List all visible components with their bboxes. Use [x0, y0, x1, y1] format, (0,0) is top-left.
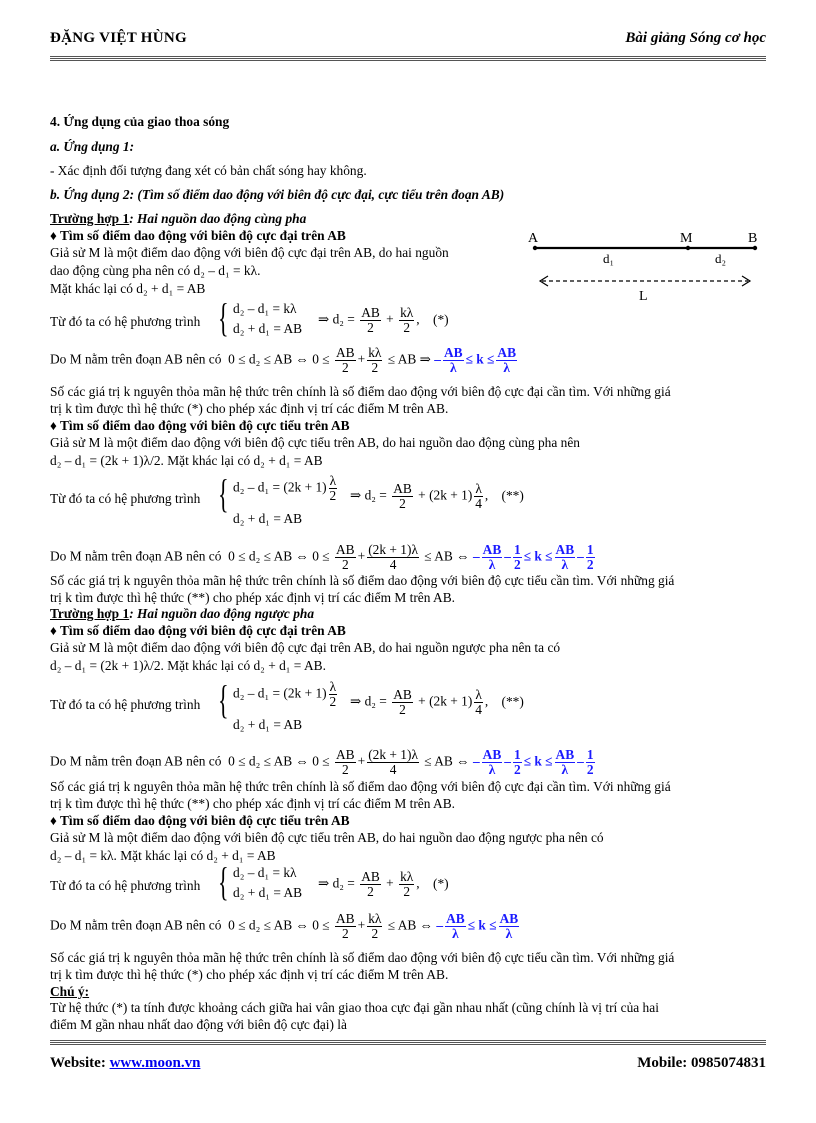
sys2-eq2: d₂ + d₁ = AB [233, 511, 303, 526]
ineq2: Do M nằm trên đoạn AB nên có 0 ≤ d₂ ≤ AB ⇔ 0 ≤ $\frac{AB}{2}$ + $\frac{(2k + 1)\lambda}{4}$ ≤ AB ⇔ – $\frac{AB}{\lambda}$ – $\frac{1}{2}$ ≤ k ≤ $\frac{AB}{\lambda}$ – $\frac{1}{2}$ [50, 542, 594, 572]
header-course: Bài giảng Sóng cơ học [625, 30, 766, 46]
l-label: L [639, 289, 648, 304]
c2-min-line1: Giả sử M là một điểm dao động với biên độ cực tiểu trên AB, do hai nguồn dao động ngược pha nên có [50, 830, 604, 845]
case2-heading: Trường hợp 1: Hai nguồn dao động ngược pha [50, 606, 315, 621]
d2-label: d₂ [715, 251, 727, 266]
point-m-label: M [680, 231, 693, 246]
c1-min-count: Số các giá trị k nguyên thỏa mãn hệ thức trên chính là số điểm dao động với biên độ cực tiểu cần tìm. Với những giá [50, 573, 675, 588]
page-footer [50, 1055, 766, 1077]
d1-label: d₁ [603, 251, 615, 266]
sys1-result: ⇒ d₂ = $\frac{AB}{2}$ + $\frac{k\lambda}{2}$ , (*) [318, 305, 449, 335]
c2-max-heading: ♦ Tìm số điểm dao động với biên độ cực đại trên AB [50, 623, 346, 638]
header-author: ĐẶNG VIỆT HÙNG [50, 30, 188, 46]
c2-min-heading: ♦ Tìm số điểm dao động với biên độ cực tiểu trên AB [50, 813, 350, 828]
c2-max-kfound: trị k tìm được thì hệ thức (**) cho phép xác định vị trí các điểm M trên AB. [50, 796, 455, 811]
sys4-eq1: d₂ – d₁ = kλ [233, 865, 297, 880]
sys4-eq2: d₂ + d₁ = AB [233, 885, 303, 900]
section-title: 4. Ứng dụng của giao thoa sóng [50, 114, 230, 129]
sys4-brace: { [218, 859, 229, 904]
note-heading: Chú ý: [50, 984, 90, 999]
sys3-result: ⇒ d₂ = $\frac{AB}{2}$ + (2k + 1) $\frac{\lambda}{4}$ , (**) [350, 687, 524, 717]
note-line1: Từ hệ thức (*) ta tính được khoảng cách giữa hai vân giao thoa cực đại gần nhau nhất (cũng chính là vị trí của hai [50, 1000, 659, 1015]
c2-max-line2: d₂ – d₁ = (2k + 1)λ/2. Mặt khác lại có d₂ + d₁ = AB. [50, 658, 326, 673]
app1-heading: a. Ứng dụng 1: [50, 139, 135, 154]
website-link[interactable]: www.moon.vn [109, 1055, 201, 1071]
footer-mobile: Mobile: 0985074831 [637, 1055, 766, 1071]
ab-diagram [520, 228, 770, 304]
case1-heading: Trường hợp 1: Hai nguồn dao động cùng pha [50, 211, 307, 226]
sys2-eq1: d₂ – d₁ = (2k + 1) $\frac{\lambda}{2}$ [233, 473, 337, 503]
footer-website: Website: www.moon.vn [50, 1055, 201, 1071]
sys3-intro: Từ đó ta có hệ phương trình [50, 697, 201, 712]
c2-max-line1: Giả sử M là một điểm dao động với biên độ cực đại trên AB, do hai nguồn ngược pha nên ta có [50, 640, 561, 655]
c2-min-line2: d₂ – d₁ = kλ. Mặt khác lại có d₂ + d₁ = AB [50, 848, 276, 863]
ineq4: Do M nằm trên đoạn AB nên có 0 ≤ d₂ ≤ AB ⇔ 0 ≤ $\frac{AB}{2}$ + $\frac{k\lambda}{2}$ ≤ AB ⇔ – $\frac{AB}{\lambda}$ ≤ k ≤ $\frac{AB}{\lambda}$ [50, 911, 519, 941]
c1-max-line2: dao động cùng pha nên có d₂ – d₁ = kλ. [50, 263, 261, 278]
app2-heading: b. Ứng dụng 2: (Tìm số điểm dao động với biên độ cực đại, cực tiểu trên đoạn AB) [50, 187, 505, 202]
header-rule [50, 56, 766, 61]
sys2-result: ⇒ d₂ = $\frac{AB}{2}$ + (2k + 1) $\frac{\lambda}{4}$ , (**) [350, 481, 524, 511]
c1-max-kfound: trị k tìm được thì hệ thức (*) cho phép xác định vị trí các điểm M trên AB. [50, 401, 449, 416]
c1-min-kfound: trị k tìm được thì hệ thức (**) cho phép xác định vị trí các điểm M trên AB. [50, 590, 455, 605]
note-line2: điểm M gần nhau nhất dao động với biên độ cực đại) là [50, 1017, 347, 1032]
c1-min-line2: d₂ – d₁ = (2k + 1)λ/2. Mặt khác lại có d₂ + d₁ = AB [50, 453, 323, 468]
sys4-result: ⇒ d₂ = $\frac{AB}{2}$ + $\frac{k\lambda}{2}$ , (*) [318, 869, 449, 899]
sys1-brace: { [218, 295, 229, 340]
app1-text: - Xác định đối tượng đang xét có bản chất sóng hay không. [50, 163, 367, 178]
c1-min-line1: Giả sử M là một điểm dao động với biên độ cực tiểu trên AB, do hai nguồn dao động cùng pha nên [50, 435, 580, 450]
sys1-intro: Từ đó ta có hệ phương trình [50, 314, 201, 329]
c2-min-kfound: trị k tìm được thì hệ thức (*) cho phép xác định vị trí các điểm M trên AB. [50, 967, 449, 982]
sys3-eq1: d₂ – d₁ = (2k + 1) $\frac{\lambda}{2}$ [233, 679, 337, 709]
sys3-eq2: d₂ + d₁ = AB [233, 717, 303, 732]
point-b-label: B [748, 231, 758, 246]
c1-max-line3: Mặt khác lại có d₂ + d₁ = AB [50, 281, 206, 296]
c2-min-count: Số các giá trị k nguyên thỏa mãn hệ thức trên chính là số điểm dao động với biên độ cực tiểu cần tìm. Với những giá [50, 950, 675, 965]
c1-max-line1: Giả sử M là một điểm dao động với biên độ cực đại trên AB, do hai nguồn [50, 245, 449, 260]
sys2-intro: Từ đó ta có hệ phương trình [50, 491, 201, 506]
c1-max-heading: ♦ Tìm số điểm dao động với biên độ cực đại trên AB [50, 228, 346, 243]
c1-max-count: Số các giá trị k nguyên thỏa mãn hệ thức trên chính là số điểm dao động với biên độ cực đại cần tìm. Với những giá [50, 384, 671, 399]
footer-rule [50, 1040, 766, 1045]
page-header [50, 30, 766, 52]
ineq1: Do M nằm trên đoạn AB nên có 0 ≤ d₂ ≤ AB ⇔ 0 ≤ $\frac{AB}{2}$ + $\frac{k\lambda}{2}$ ≤ AB ⇒ – $\frac{AB}{\lambda}$ ≤ k ≤ $\frac{AB}{\lambda}$ [50, 345, 517, 375]
sys2-brace: { [218, 471, 229, 516]
ineq3: Do M nằm trên đoạn AB nên có 0 ≤ d₂ ≤ AB ⇔ 0 ≤ $\frac{AB}{2}$ + $\frac{(2k + 1)\lambda}{4}$ ≤ AB ⇔ – $\frac{AB}{\lambda}$ – $\frac{1}{2}$ ≤ k ≤ $\frac{AB}{\lambda}$ – $\frac{1}{2}$ [50, 747, 594, 777]
point-a-label: A [528, 231, 539, 246]
sys4-intro: Từ đó ta có hệ phương trình [50, 878, 201, 893]
sys3-brace: { [218, 677, 229, 722]
sys1-eq1: d₂ – d₁ = kλ [233, 301, 297, 316]
sys1-eq2: d₂ + d₁ = AB [233, 321, 303, 336]
c2-max-count: Số các giá trị k nguyên thỏa mãn hệ thức trên chính là số điểm dao động với biên độ cực đại cần tìm. Với những giá [50, 779, 671, 794]
c1-min-heading: ♦ Tìm số điểm dao động với biên độ cực tiểu trên AB [50, 418, 350, 433]
